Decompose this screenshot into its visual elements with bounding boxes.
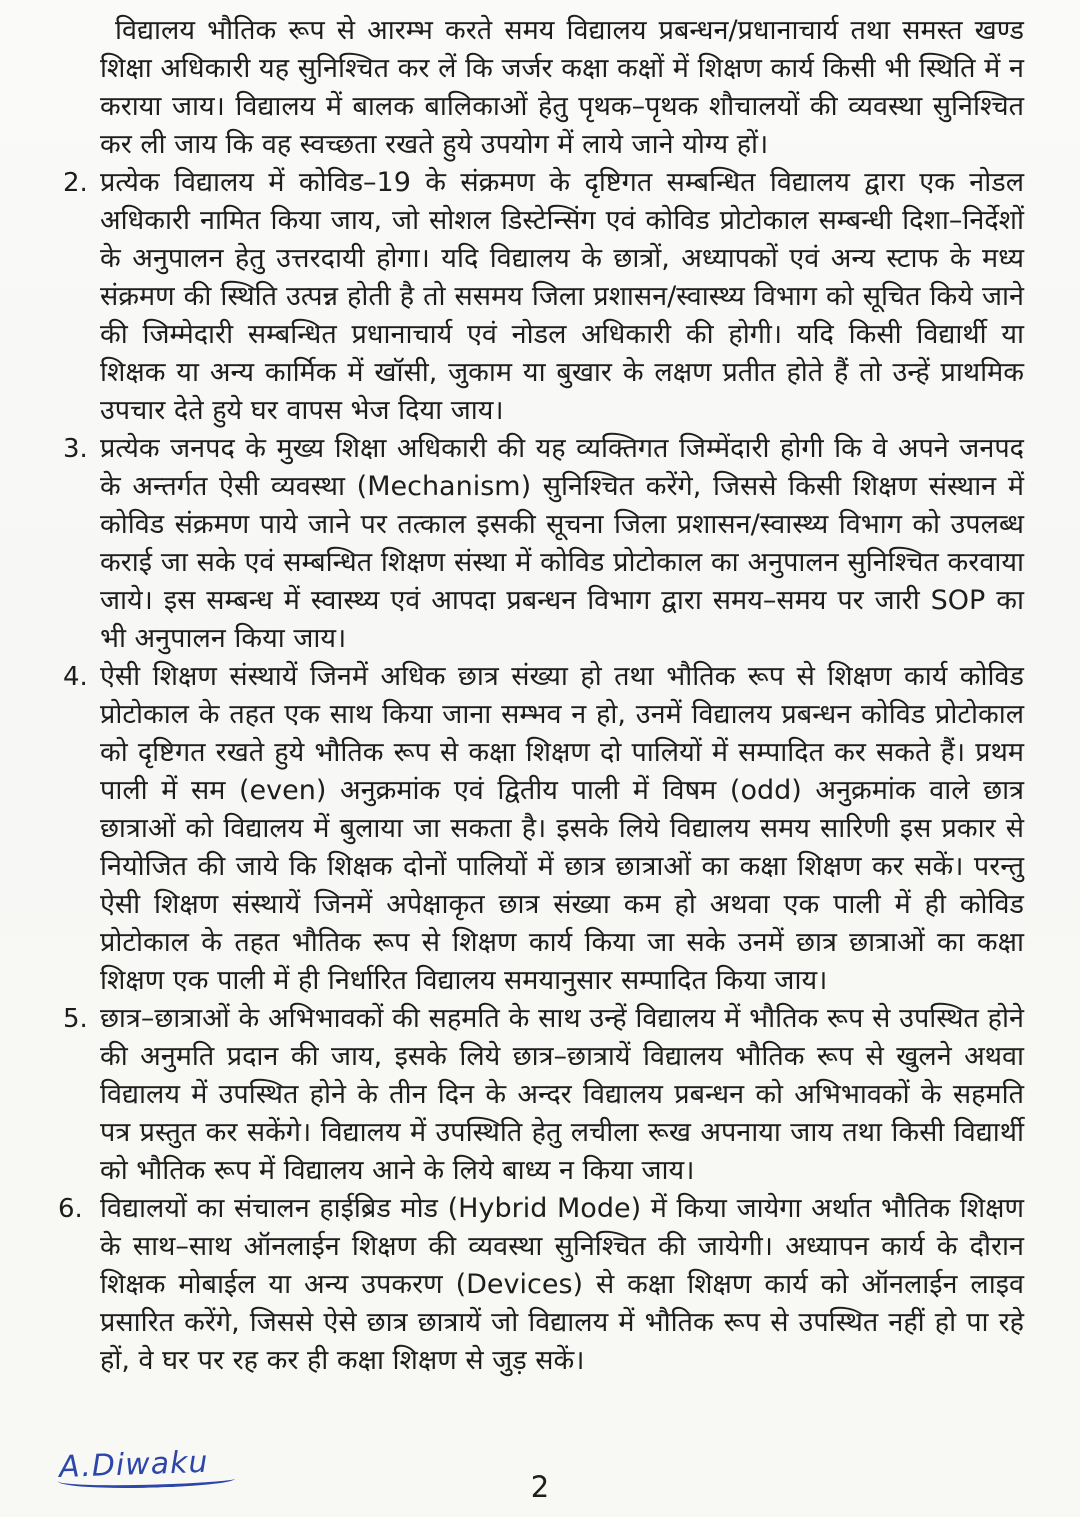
list-item	[58, 430, 1024, 658]
handwritten-signature: A.Diwaku	[57, 1444, 236, 1491]
list-item	[58, 1190, 1024, 1380]
item-text: प्रत्येक विद्यालय में कोविड–19 के संक्रमण के दृष्टिगत सम्बन्धित विद्यालय द्वारा एक नोडल अधिकारी नामित किया जाय, जो सोशल डिस्टेन्सिंग एवं कोविड प्रोटोकाल सम्बन्धी दिशा–निर्देशों के अनुपालन हेतु उत्तरदायी होगा। यदि विद्यालय के छात्रों, अध्यापकों एवं अन्य स्टाफ के मध्य संक्रमण की स्थिति उत्पन्न होती है तो ससमय जिला प्रशासन/स्वास्थ्य विभाग को सूचित किये जाने की जिम्मेदारी सम्बन्धित प्रधानाचार्य एवं नोडल अधिकारी की होगी। यदि किसी विद्यार्थी या शिक्षक या अन्य कार्मिक में खॉसी, जुकाम या बुखार के लक्षण प्रतीत होते हैं तो उन्हें प्राथमिक उपचार देते हुये घर वापस भेज दिया जाय।	[100, 167, 1024, 426]
list-item	[58, 164, 1024, 430]
list-item	[58, 658, 1024, 1000]
item-text: ऐसी शिक्षण संस्थायें जिनमें अधिक छात्र संख्या हो तथा भौतिक रूप से शिक्षण कार्य कोविड प्रोटोकाल के तहत एक साथ किया जाना सम्भव न हो, उनमें विद्यालय प्रबन्धन कोविड प्रोटोकाल को दृष्टिगत रखते हुये भौतिक रूप से कक्षा शिक्षण दो पालियों में सम्पादित कर सकते हैं। प्रथम पाली में सम (even) अनुक्रमांक एवं द्वितीय पाली में विषम (odd) अनुक्रमांक वाले छात्र छात्राओं को विद्यालय में बुलाया जा सकता है। इसके लिये विद्यालय समय सारिणी इस प्रकार से नियोजित की जाये कि शिक्षक दोनों पालियों में छात्र छात्राओं का कक्षा शिक्षण कर सकें। परन्तु ऐसी शिक्षण संस्थायें जिनमें अपेक्षाकृत छात्र संख्या कम हो अथवा एक पाली में ही कोविड प्रोटोकाल के तहत भौतिक रूप से शिक्षण कार्य किया जा सके उनमें छात्र छात्राओं का कक्षा शिक्षण एक पाली में ही निर्धारित विद्यालय समयानुसार सम्पादित किया जाय।	[100, 661, 1024, 996]
item-number: 6.	[58, 1194, 83, 1224]
list-item	[58, 1000, 1024, 1190]
item-text: छात्र–छात्राओं के अभिभावकों की सहमति के साथ उन्हें विद्यालय में भौतिक रूप से उपस्थित होने की अनुमति प्रदान की जाय, इसके लिये छात्र–छात्रायें विद्यालय भौतिक रूप से खुलने अथवा विद्यालय में उपस्थित होने के तीन दिन के अन्दर विद्यालय प्रबन्धन को अभिभावकों के सहमति पत्र प्रस्तुत कर सकेंगे। विद्यालय में उपस्थिति हेतु लचीला रूख अपनाया जाय तथा किसी विद्यार्थी को भौतिक रूप में विद्यालय आने के लिये बाध्य न किया जाय।	[100, 1003, 1024, 1186]
item-number: 2.	[63, 168, 88, 198]
document-body	[58, 12, 1024, 1380]
item-text: विद्यालयों का संचालन हाईब्रिड मोड (Hybrid Mode) में किया जायेगा अर्थात भौतिक शिक्षण के साथ–साथ ऑनलाईन शिक्षण की व्यवस्था सुनिश्चित की जायेगी। अध्यापन कार्य के दौरान शिक्षक मोबाईल या अन्य उपकरण (Devices) से कक्षा शिक्षण कार्य को ऑनलाईन लाइव प्रसारित करेंगे, जिससे ऐसे छात्र छात्रायें जो विद्यालय में भौतिक रूप से उपस्थित नहीं हो पा रहे हों, वे घर पर रह कर ही कक्षा शिक्षण से जुड़ सकें।	[100, 1193, 1024, 1376]
item-number: 4.	[63, 662, 88, 692]
intro-paragraph: विद्यालय भौतिक रूप से आरम्भ करते समय विद्यालय प्रबन्धन/प्रधानाचार्य तथा समस्त खण्ड शिक्षा अधिकारी यह सुनिश्चित कर लें कि जर्जर कक्षा कक्षों में शिक्षण कार्य किसी भी स्थिति में न कराया जाय। विद्यालय में बालक बालिकाओं हेतु पृथक–पृथक शौचालयों की व्यवस्था सुनिश्चित कर ली जाय कि वह स्वच्छता रखते हुये उपयोग में लाये जाने योग्य हों।	[100, 15, 1024, 160]
item-text: प्रत्येक जनपद के मुख्य शिक्षा अधिकारी की यह व्यक्तिगत जिम्मेंदारी होगी कि वे अपने जनपद के अन्तर्गत ऐसी व्यवस्था (Mechanism) सुनिश्चित करेंगे, जिससे किसी शिक्षण संस्थान में कोविड संक्रमण पाये जाने पर तत्काल इसकी सूचना जिला प्रशासन/स्वास्थ्य विभाग को उपलब्ध कराई जा सके एवं सम्बन्धित शिक्षण संस्था में कोविड प्रोटोकाल का अनुपालन सुनिश्चित करवाया जाये। इस सम्बन्ध में स्वास्थ्य एवं आपदा प्रबन्धन विभाग द्वारा समय–समय पर जारी SOP का भी अनुपालन किया जाय।	[100, 433, 1024, 654]
item-number: 5.	[63, 1004, 88, 1034]
item-number: 3.	[63, 434, 88, 464]
page-number: 2	[530, 1470, 550, 1504]
